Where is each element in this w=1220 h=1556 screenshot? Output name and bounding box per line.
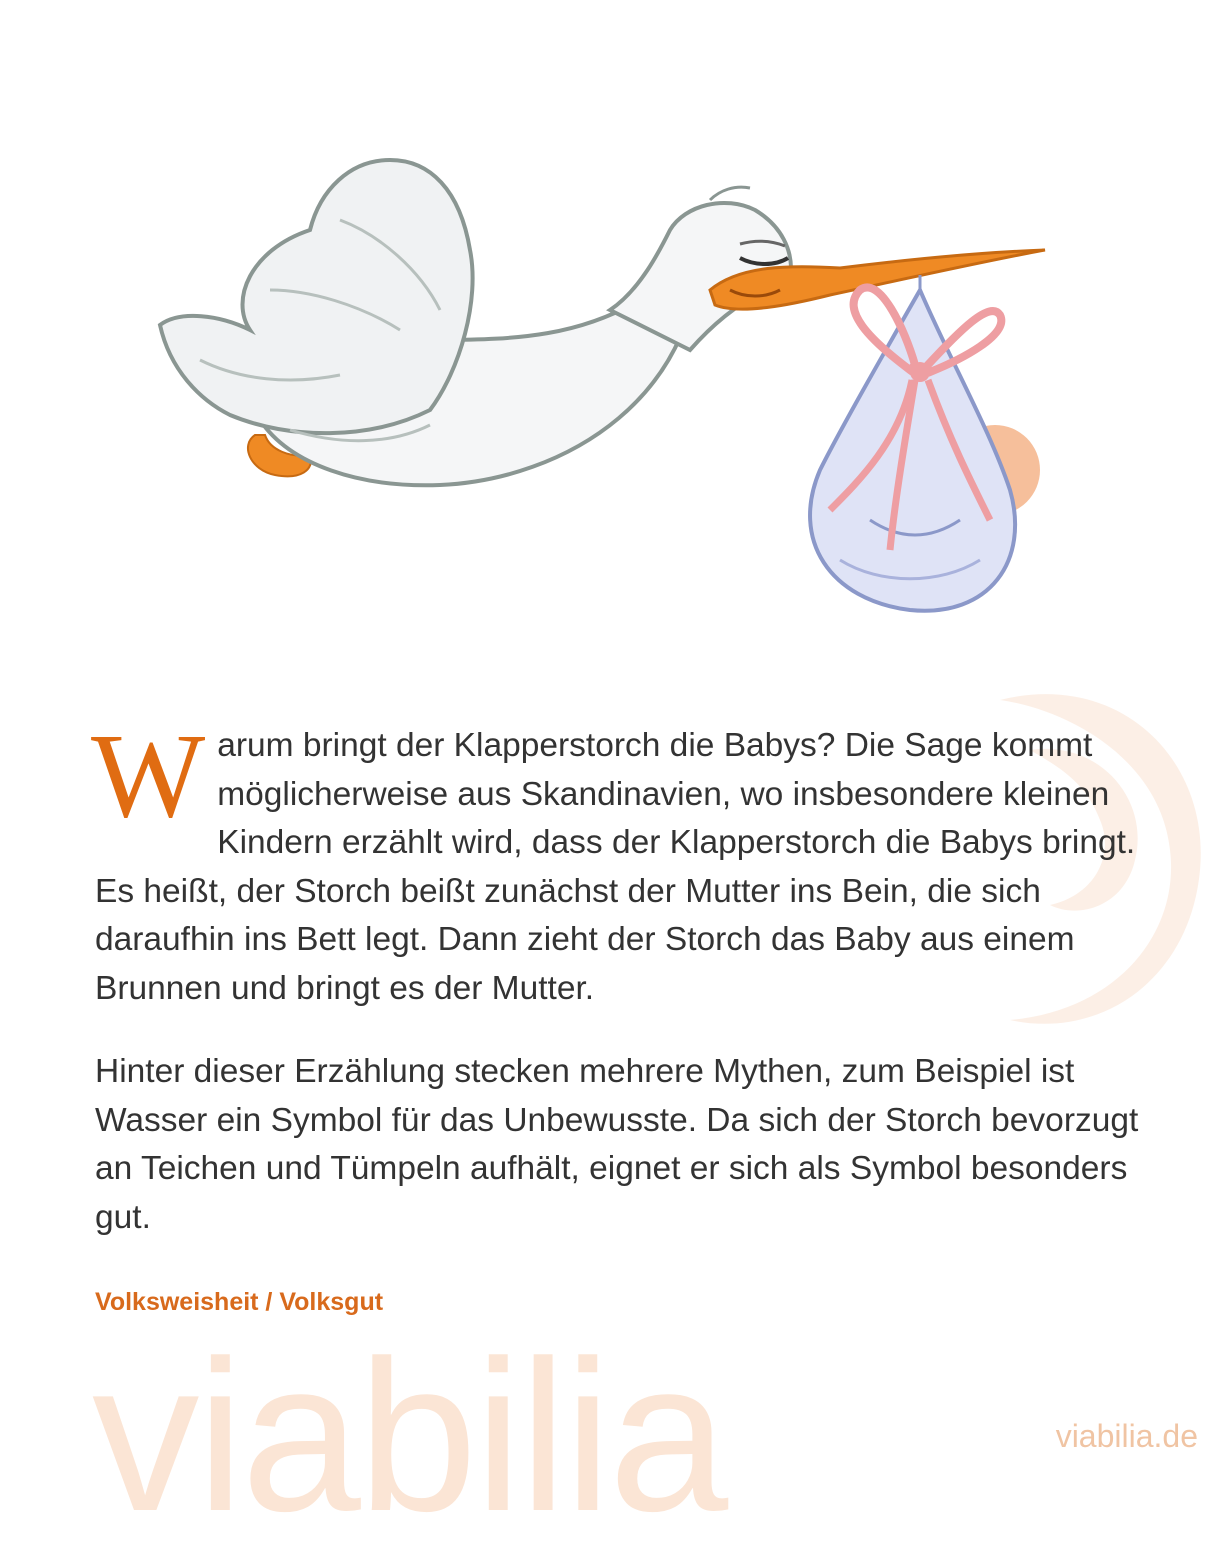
source-label: Volksweisheit / Volksgut <box>95 1288 384 1316</box>
article-paragraph-1-text: arum bringt der Klapperstorch die Babys? Die Sage kommt möglicherweise aus Skandinavien, wo insbesondere kleinen Kindern erzählt wird, dass der Klapperstorch die Babys bringt. Es heißt, der Storch beißt zunächst der Mutter ins Bein, die sich daraufhin ins Bett legt. Dann zieht der Storch das Baby aus einem Brunnen und bringt es der Mutter. <box>95 727 1136 1007</box>
drop-cap: W <box>91 709 206 843</box>
stork-icon <box>140 140 1080 670</box>
article-body <box>91 709 1175 1242</box>
site-url: viabilia.de <box>1055 1418 1198 1454</box>
article-paragraph-2: Hinter dieser Erzählung stecken mehrere Mythen, zum Beispiel ist Wasser ein Symbol für das Unbewusste. Da sich der Storch bevorzugt an Teichen und Tümpeln aufhält, eignet er sich als Symbol besonders gut. <box>95 1053 1139 1236</box>
brand-watermark: viabilia <box>92 1315 726 1556</box>
article-paragraph-1 <box>91 709 1175 1013</box>
